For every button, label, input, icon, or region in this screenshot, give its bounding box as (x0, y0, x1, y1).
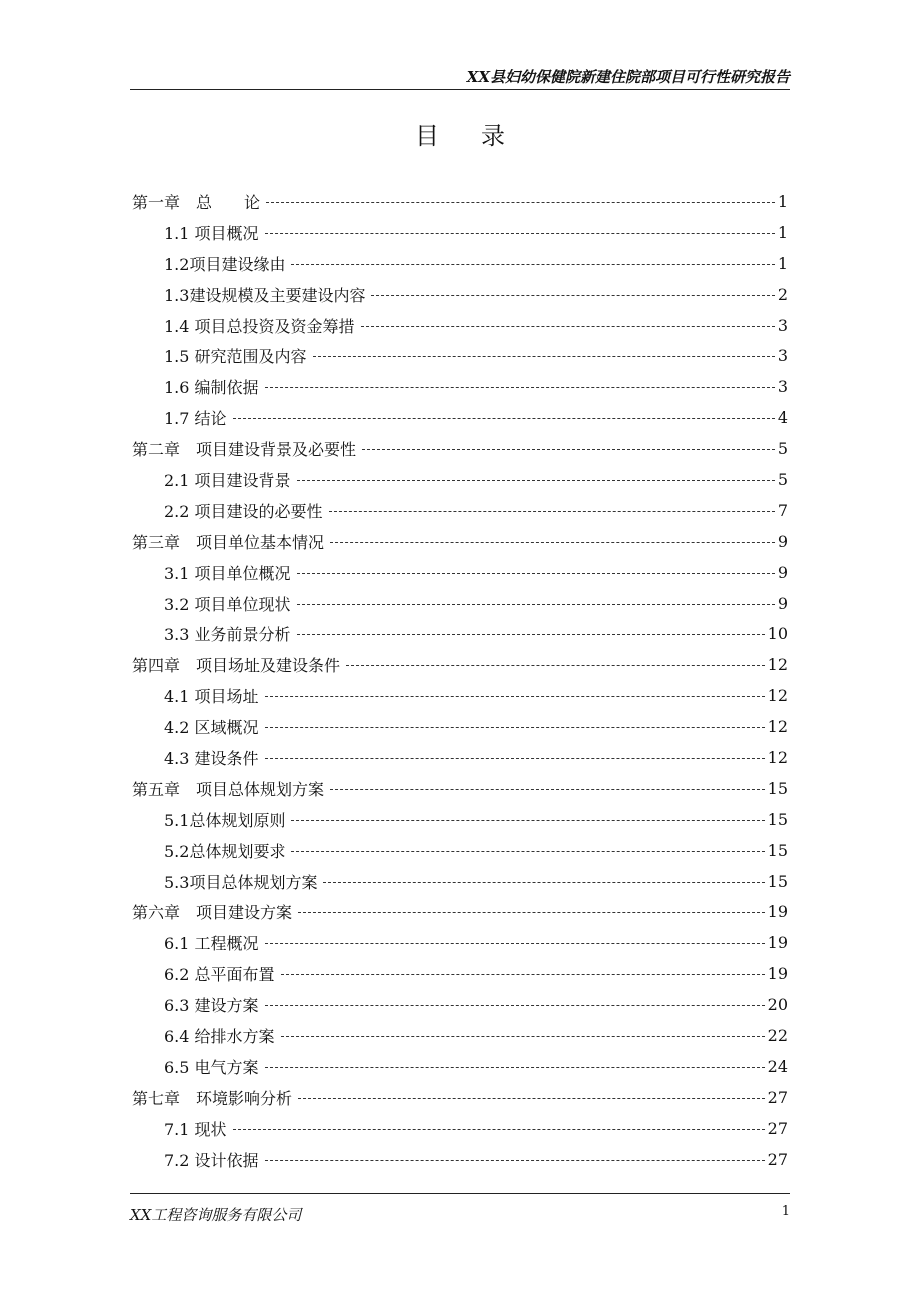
toc-dash-leader (266, 202, 775, 203)
toc-dash-leader (298, 912, 765, 913)
toc-dash-leader (297, 604, 775, 605)
toc-section-entry[interactable] (132, 340, 788, 371)
toc-entry-page: 15 (767, 809, 788, 829)
toc-entry-title: 3.2 项目单位现状 (164, 594, 291, 614)
toc-entry-page: 9 (777, 531, 788, 551)
toc-entry-page: 15 (767, 778, 788, 798)
toc-chapter-entry[interactable] (132, 433, 788, 464)
toc-dash-leader (297, 573, 775, 574)
toc-section-entry[interactable] (132, 371, 788, 402)
toc-entry-title: 3.3 业务前景分析 (164, 625, 291, 645)
toc-section-entry[interactable] (132, 804, 788, 835)
toc-dash-leader (265, 1005, 765, 1006)
toc-section-entry[interactable] (132, 989, 788, 1020)
toc-list (132, 186, 788, 1175)
toc-section-entry[interactable] (132, 557, 788, 588)
toc-entry-title: 1.6 编制依据 (164, 378, 259, 398)
toc-entry-title: 第五章 项目总体规划方案 (132, 779, 325, 799)
toc-entry-title: 3.1 项目单位概况 (164, 563, 291, 583)
toc-entry-title: 1.2项目建设缘由 (164, 254, 286, 274)
toc-section-entry[interactable] (132, 958, 788, 989)
toc-entry-page: 12 (767, 686, 788, 706)
toc-entry-page: 1 (777, 253, 788, 273)
toc-entry-page: 27 (767, 1087, 788, 1107)
toc-entry-page: 24 (767, 1056, 788, 1076)
toc-entry-page: 12 (767, 747, 788, 767)
footer-company: XX工程咨询服务有限公司 (130, 1206, 302, 1224)
toc-section-entry[interactable] (132, 1113, 788, 1144)
toc-entry-page: 5 (777, 439, 788, 459)
toc-section-entry[interactable] (132, 402, 788, 433)
footer-rule (130, 1193, 790, 1194)
toc-dash-leader (281, 974, 765, 975)
toc-entry-page: 19 (767, 964, 788, 984)
toc-dash-leader (265, 758, 765, 759)
toc-entry-title: 5.3项目总体规划方案 (164, 872, 318, 892)
toc-entry-title: 第二章 项目建设背景及必要性 (132, 440, 357, 460)
toc-entry-page: 15 (767, 871, 788, 891)
toc-entry-title: 7.1 现状 (164, 1119, 227, 1139)
toc-section-entry[interactable] (132, 711, 788, 742)
toc-entry-title: 6.1 工程概况 (164, 934, 259, 954)
toc-entry-page: 20 (767, 995, 788, 1015)
toc-chapter-entry[interactable] (132, 1082, 788, 1113)
toc-entry-title: 6.2 总平面布置 (164, 965, 275, 985)
toc-section-entry[interactable] (132, 618, 788, 649)
toc-section-entry[interactable] (132, 588, 788, 619)
toc-section-entry[interactable] (132, 217, 788, 248)
toc-section-entry[interactable] (132, 248, 788, 279)
footer-page-number: 1 (781, 1204, 790, 1219)
toc-entry-title: 第三章 项目单位基本情况 (132, 532, 325, 552)
toc-entry-title: 1.3建设规模及主要建设内容 (164, 285, 366, 305)
toc-dash-leader (346, 665, 765, 666)
toc-entry-page: 4 (777, 408, 788, 428)
toc-section-entry[interactable] (132, 927, 788, 958)
page-header-title: XX县妇幼保健院新建住院部项目可行性研究报告 (466, 68, 790, 86)
toc-entry-page: 5 (777, 469, 788, 489)
toc-dash-leader (313, 356, 775, 357)
toc-entry-title: 1.7 结论 (164, 409, 227, 429)
toc-entry-page: 1 (777, 222, 788, 242)
toc-entry-title: 2.1 项目建设背景 (164, 470, 291, 490)
toc-entry-page: 19 (767, 933, 788, 953)
toc-entry-page: 19 (767, 902, 788, 922)
toc-entry-title: 1.4 项目总投资及资金筹措 (164, 316, 355, 336)
toc-entry-page: 22 (767, 1025, 788, 1045)
toc-entry-page: 3 (777, 346, 788, 366)
toc-dash-leader (233, 1129, 765, 1130)
toc-entry-page: 9 (777, 593, 788, 613)
toc-chapter-entry[interactable] (132, 186, 788, 217)
toc-entry-page: 3 (777, 315, 788, 335)
toc-entry-page: 3 (777, 377, 788, 397)
toc-section-entry[interactable] (132, 742, 788, 773)
toc-section-entry[interactable] (132, 1051, 788, 1082)
toc-entry-title: 6.4 给排水方案 (164, 1026, 275, 1046)
toc-section-entry[interactable] (132, 835, 788, 866)
toc-dash-leader (298, 1098, 765, 1099)
toc-dash-leader (265, 1067, 765, 1068)
toc-entry-page: 27 (767, 1149, 788, 1169)
toc-entry-title: 第六章 项目建设方案 (132, 903, 293, 923)
toc-entry-title: 6.5 电气方案 (164, 1057, 259, 1077)
toc-dash-leader (265, 387, 775, 388)
toc-section-entry[interactable] (132, 464, 788, 495)
toc-section-entry[interactable] (132, 310, 788, 341)
toc-section-entry[interactable] (132, 279, 788, 310)
toc-entry-page: 2 (777, 284, 788, 304)
toc-entry-title: 2.2 项目建设的必要性 (164, 501, 323, 521)
toc-dash-leader (265, 233, 775, 234)
toc-entry-title: 第四章 项目场址及建设条件 (132, 656, 341, 676)
toc-dash-leader (281, 1036, 765, 1037)
toc-dash-leader (323, 882, 764, 883)
toc-entry-title: 1.5 研究范围及内容 (164, 347, 307, 367)
toc-dash-leader (362, 449, 775, 450)
toc-dash-leader (371, 295, 774, 296)
toc-dash-leader (265, 727, 765, 728)
toc-entry-title: 4.1 项目场址 (164, 687, 259, 707)
toc-section-entry[interactable] (132, 866, 788, 897)
toc-dash-leader (329, 511, 775, 512)
toc-entry-title: 5.2总体规划要求 (164, 841, 286, 861)
toc-entry-page: 7 (777, 500, 788, 520)
toc-chapter-entry[interactable] (132, 649, 788, 680)
header-rule (130, 89, 790, 90)
toc-entry-page: 27 (767, 1118, 788, 1138)
toc-dash-leader (291, 820, 764, 821)
toc-entry-page: 9 (777, 562, 788, 582)
toc-dash-leader (330, 789, 765, 790)
toc-entry-page: 15 (767, 840, 788, 860)
toc-dash-leader (297, 634, 765, 635)
toc-dash-leader (297, 480, 775, 481)
toc-chapter-entry[interactable] (132, 526, 788, 557)
toc-dash-leader (291, 264, 774, 265)
toc-entry-page: 12 (767, 655, 788, 675)
toc-entry-title: 第一章 总 论 (132, 192, 261, 212)
toc-entry-title: 第七章 环境影响分析 (132, 1088, 293, 1108)
toc-entry-title: 4.2 区域概况 (164, 718, 259, 738)
toc-dash-leader (330, 542, 775, 543)
toc-section-entry[interactable] (132, 1144, 788, 1175)
toc-dash-leader (291, 851, 764, 852)
toc-entry-page: 10 (767, 624, 788, 644)
toc-dash-leader (265, 943, 765, 944)
toc-section-entry[interactable] (132, 495, 788, 526)
toc-entry-title: 6.3 建设方案 (164, 996, 259, 1016)
toc-entry-title: 5.1总体规划原则 (164, 810, 286, 830)
toc-dash-leader (265, 696, 765, 697)
toc-dash-leader (361, 326, 775, 327)
toc-section-entry[interactable] (132, 680, 788, 711)
toc-entry-page: 1 (777, 191, 788, 211)
toc-entry-title: 4.3 建设条件 (164, 748, 259, 768)
toc-chapter-entry[interactable] (132, 773, 788, 804)
toc-chapter-entry[interactable] (132, 896, 788, 927)
toc-dash-leader (265, 1160, 765, 1161)
toc-entry-title: 7.2 设计依据 (164, 1150, 259, 1170)
toc-section-entry[interactable] (132, 1020, 788, 1051)
toc-title: 目录 (415, 122, 547, 150)
toc-dash-leader (233, 418, 775, 419)
toc-entry-page: 12 (767, 717, 788, 737)
toc-entry-title: 1.1 项目概况 (164, 223, 259, 243)
